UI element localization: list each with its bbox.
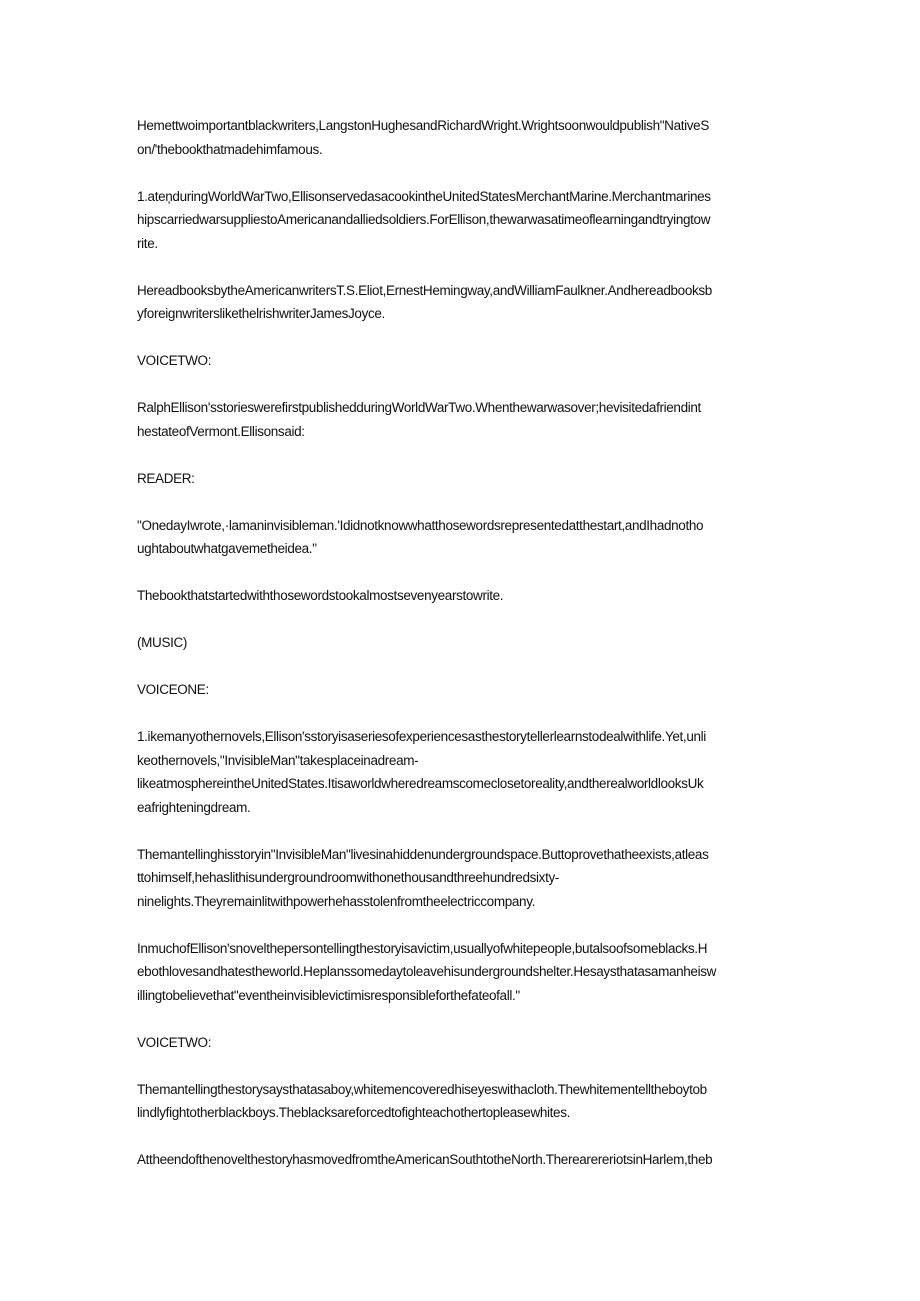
paragraph <box>137 514 787 561</box>
paragraph <box>137 1148 787 1172</box>
paragraph <box>137 843 787 914</box>
text-line: Themantellinghisstoryin"InvisibleMan"livesinahiddenundergroundspace.Buttoprovethatheexists,atleas <box>137 846 709 862</box>
text-line: InmuchofEllison'snovelthepersontellingthestoryisavictim,usuallyofwhitepeople,butalsoofsomeblacks.H <box>137 940 708 956</box>
text-line: VOICETWO: <box>137 1034 212 1050</box>
speaker-heading <box>137 1031 787 1055</box>
text-line: RalphEllison'sstorieswerefirstpublishedduringWorldWarTwo.Whenthewarwasover;hevisitedafriendint <box>137 400 701 415</box>
speaker-heading <box>137 467 787 491</box>
text-line: lindlyfightotherblackboys.Theblacksareforcedtofighteachothertopleasewhites. <box>137 1105 571 1120</box>
paragraph <box>137 725 787 819</box>
paragraph <box>137 279 787 326</box>
speaker-heading <box>137 349 787 373</box>
paragraph <box>137 937 787 1008</box>
text-line: ninelights.Theyremainlitwithpowerhehasstolenfromtheelectriccompany. <box>137 893 536 909</box>
paragraph <box>137 1078 787 1125</box>
text-line: on/'thebookthatmadehimfamous. <box>137 141 323 157</box>
text-line: "OnedayIwrote,·lamaninvisibleman.'Ididnotknowwhatthosewordsrepresentedatthestart,andIhadnotho <box>137 517 704 533</box>
text-line: Thebookthatstartedwiththosewordstookalmostsevenyearstowrite. <box>137 588 504 603</box>
paragraph <box>137 185 787 256</box>
text-line: rite. <box>137 235 158 251</box>
text-line: (MUSIC) <box>137 635 188 650</box>
document-body <box>137 114 787 1195</box>
text-line: likeatmosphereintheUnitedStates.Itisaworldwheredreamscomeclosetoreality,andtherealworldlooksUk <box>137 776 704 791</box>
speaker-heading <box>137 678 787 702</box>
paragraph <box>137 584 787 608</box>
text-line: hipscarriedwarsuppliestoAmericanandalliedsoldiers.ForEllison,thewarwasatimeoflearningandtryingtow <box>137 212 711 227</box>
text-line: 1.ikemanyothernovels,Ellison'sstoryisaseriesofexperiencesasthestorytellerlearnstodealwithlife.Yet,unli <box>137 729 706 744</box>
text-line: VOICETWO: <box>137 353 212 368</box>
text-line: HereadbooksbytheAmericanwritersT.S.Eliot,ErnestHemingway,andWilliamFaulkner.Andhereadbooksb <box>137 282 712 298</box>
text-line: ttohimself,hehaslithisundergroundroomwithonethousandthreehundredsixty- <box>137 870 560 885</box>
text-line: keothernovels,"InvisibleMan"takesplaceinadream- <box>137 752 419 768</box>
text-line: Hemettwoimportantblackwriters,LangstonHughesandRichardWright.Wrightsoonwouldpublish"NativeS <box>137 118 709 133</box>
text-line: AttheendofthenovelthestoryhasmovedfromtheAmericanSouthtotheNorth.TherearereriotsinHarlem,theb <box>137 1152 713 1167</box>
paragraph <box>137 114 787 161</box>
text-line: READER: <box>137 470 195 486</box>
text-line: hestateofVermont.Ellisonsaid: <box>137 423 305 439</box>
text-line: Themantellingthestorysaysthatasaboy,whitemencoveredhiseyeswithacloth.Thewhitementelltheboytob <box>137 1081 707 1097</box>
text-line: yforeignwriterslikethelrishwriterJamesJoyce. <box>137 306 385 321</box>
text-line: ebothlovesandhatestheworld.Heplanssomedaytoleavehisundergroundshelter.Hesaysthatasamanheisw <box>137 964 717 979</box>
text-line: ughtaboutwhatgavemetheidea." <box>137 541 317 556</box>
paragraph <box>137 396 787 443</box>
music-cue <box>137 631 787 655</box>
text-line: eafrighteningdream. <box>137 799 251 815</box>
text-line: illingtobelievethat"eventheinvisiblevictimisresponsibleforthefateofall." <box>137 987 520 1003</box>
text-line: VOICEONE: <box>137 682 209 697</box>
text-line: 1.ateņduringWorldWarTwo,EllisonservedasacookintheUnitedStatesMerchantMarine.Merchantmarines <box>137 188 711 204</box>
